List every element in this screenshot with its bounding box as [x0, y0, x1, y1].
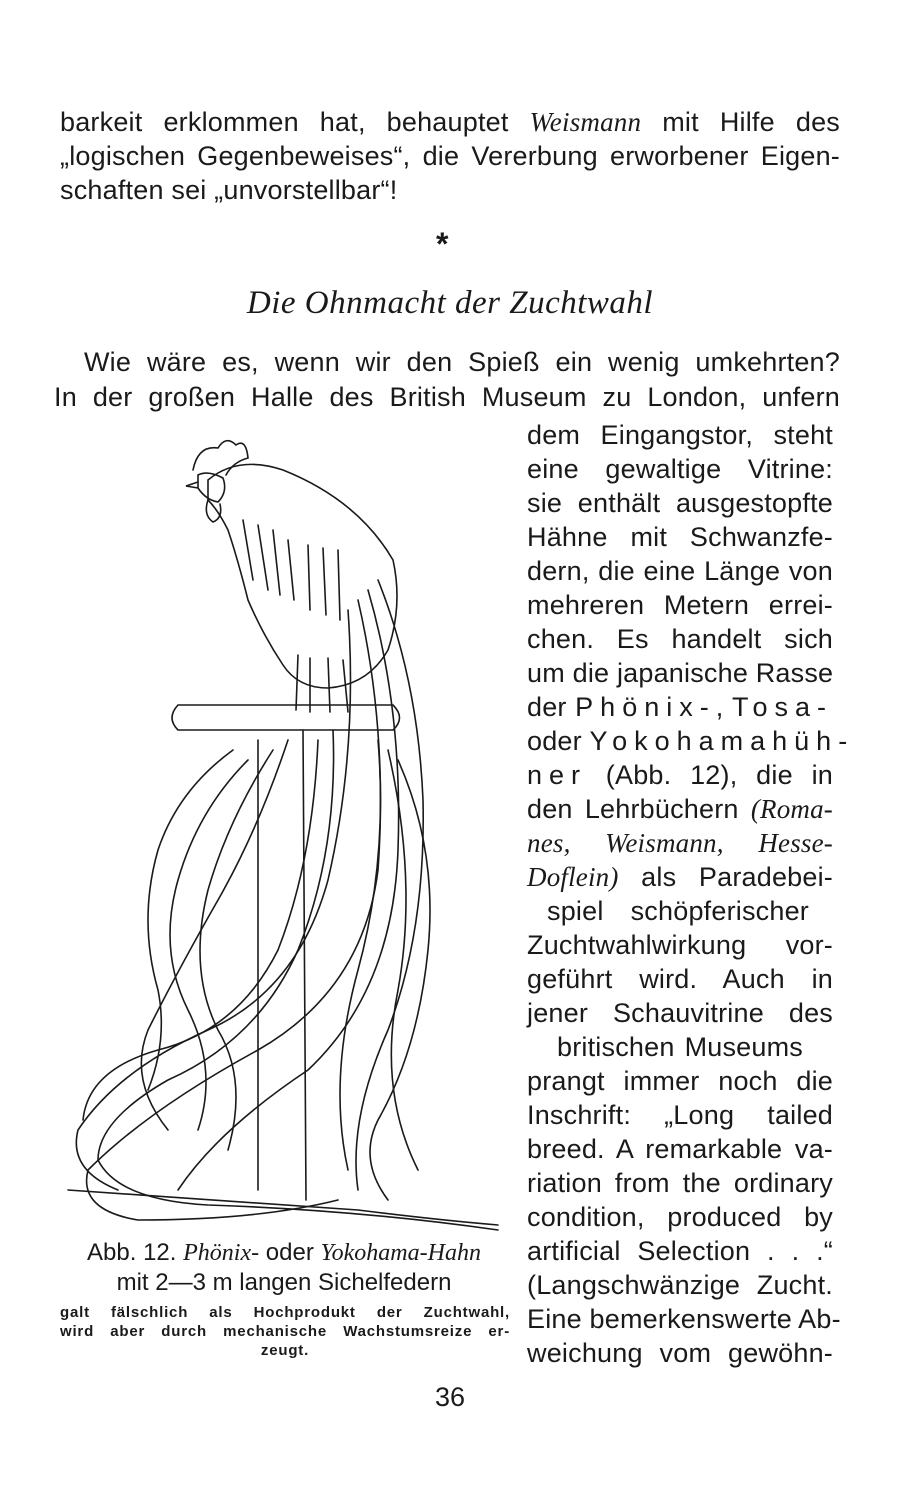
- column-line: nes, Weismann, Hesse-: [527, 828, 833, 858]
- figure-caption: [58, 1238, 510, 1268]
- text-run: den Lehrbüchern: [527, 794, 751, 824]
- perch-post-right: [303, 730, 306, 1200]
- text-line: [60, 105, 840, 139]
- tail-feather: [98, 730, 498, 1230]
- breed-name: Phönix-: [575, 692, 716, 722]
- rooster-beak: [186, 482, 198, 488]
- author-name: Doflein): [527, 862, 619, 892]
- column-line: breed. A remarkable va-: [527, 1134, 833, 1164]
- caption-note: wird aber durch mechanische Wachstumsreize er-: [60, 1323, 510, 1340]
- text-run: ,: [715, 692, 732, 722]
- breed-name: Tosa-: [731, 692, 833, 722]
- column-line: dem Eingangstor, steht: [527, 420, 833, 450]
- column-line: Inschrift: „Long tailed: [527, 1100, 833, 1130]
- caption-breed: Yokohama-Hahn: [320, 1240, 481, 1266]
- page-number: 36: [434, 1382, 466, 1412]
- column-line: Hähne mit Schwanzfe-: [527, 522, 833, 552]
- rooster-wattle: [206, 500, 220, 522]
- column-line: [527, 724, 855, 758]
- text-run: (Abb. 12), die in: [587, 760, 833, 790]
- text-line: Wie wäre es, wenn wir den Spieß ein wenig umkehrten?: [84, 347, 840, 377]
- caption-note: zeugt.: [260, 1342, 310, 1359]
- column-line: geführt wird. Auch in: [527, 964, 833, 994]
- column-line: (Langschwänzige Zucht.: [527, 1270, 833, 1300]
- column-line: weichung vom gewöhn-: [527, 1338, 833, 1368]
- caption-label: Abb. 12.: [87, 1239, 184, 1266]
- text-run: barkeit erklommen hat, behauptet: [60, 107, 530, 137]
- column-line: britischen Museums: [557, 1032, 803, 1062]
- column-line: um die japanische Rasse: [527, 658, 834, 688]
- perch-crossbar: [172, 705, 400, 730]
- text-run: oder: [527, 726, 590, 756]
- section-separator: *: [436, 226, 449, 262]
- column-line: artificial Selection . . .“: [527, 1236, 833, 1266]
- text-run: mit Hilfe des: [641, 107, 840, 137]
- breed-name: ner: [527, 760, 588, 790]
- author-name: Weismann: [529, 107, 642, 137]
- tail-feather: [340, 740, 381, 1170]
- column-line: Zuchtwahlwirkung vor-: [527, 930, 833, 960]
- figure-caption-line2: mit 2—3 m langen Sichelfedern: [116, 1269, 452, 1296]
- author-name: (Roma-: [750, 794, 833, 824]
- column-line: jener Schauvitrine des: [527, 998, 833, 1028]
- rooster-comb: [193, 441, 248, 475]
- column-line: Eine bemerkenswerte Ab-: [527, 1304, 841, 1334]
- column-line: riation from the ordinary: [527, 1168, 833, 1198]
- caption-note: galt fälschlich als Hochprodukt der Zuchtwahl,: [60, 1304, 510, 1321]
- rooster-feathers: [243, 520, 340, 620]
- column-line: eine gewaltige Vitrine:: [527, 454, 833, 484]
- tail-feather: [178, 590, 399, 1190]
- column-line: prangt immer noch die: [527, 1066, 833, 1096]
- caption-breed: Phönix-: [183, 1240, 260, 1266]
- text-line: schaften sei „unvorstellbar“!: [60, 175, 398, 205]
- column-line: [527, 860, 833, 894]
- breed-name: Yokohamahüh-: [589, 726, 855, 756]
- column-line: chen. Es handelt sich: [527, 624, 833, 654]
- column-line: [527, 792, 833, 826]
- column-line: [527, 758, 833, 792]
- caption-text: oder: [259, 1239, 321, 1266]
- column-line: sie enthält ausgestopfte: [527, 488, 833, 518]
- column-line: dern, die eine Länge von: [527, 556, 833, 586]
- tail-feather: [141, 740, 288, 1130]
- rooster-illustration: [58, 430, 508, 1240]
- column-line: [527, 690, 833, 724]
- section-heading: Die Ohnmacht der Zuchtwahl: [246, 285, 654, 321]
- text-run: der: [527, 692, 576, 722]
- column-line: mehreren Metern errei-: [527, 590, 833, 620]
- tail-feather: [388, 750, 418, 1170]
- text-line: In der großen Halle des British Museum zu London, unfern: [54, 382, 840, 412]
- column-line: condition, produced by: [527, 1202, 833, 1232]
- text-run: als Paradebei-: [618, 862, 833, 892]
- text-line: „logischen Gegenbeweises“, die Vererbung erworbener Eigen-: [60, 141, 840, 171]
- column-line: spiel schöpferischer: [547, 896, 809, 926]
